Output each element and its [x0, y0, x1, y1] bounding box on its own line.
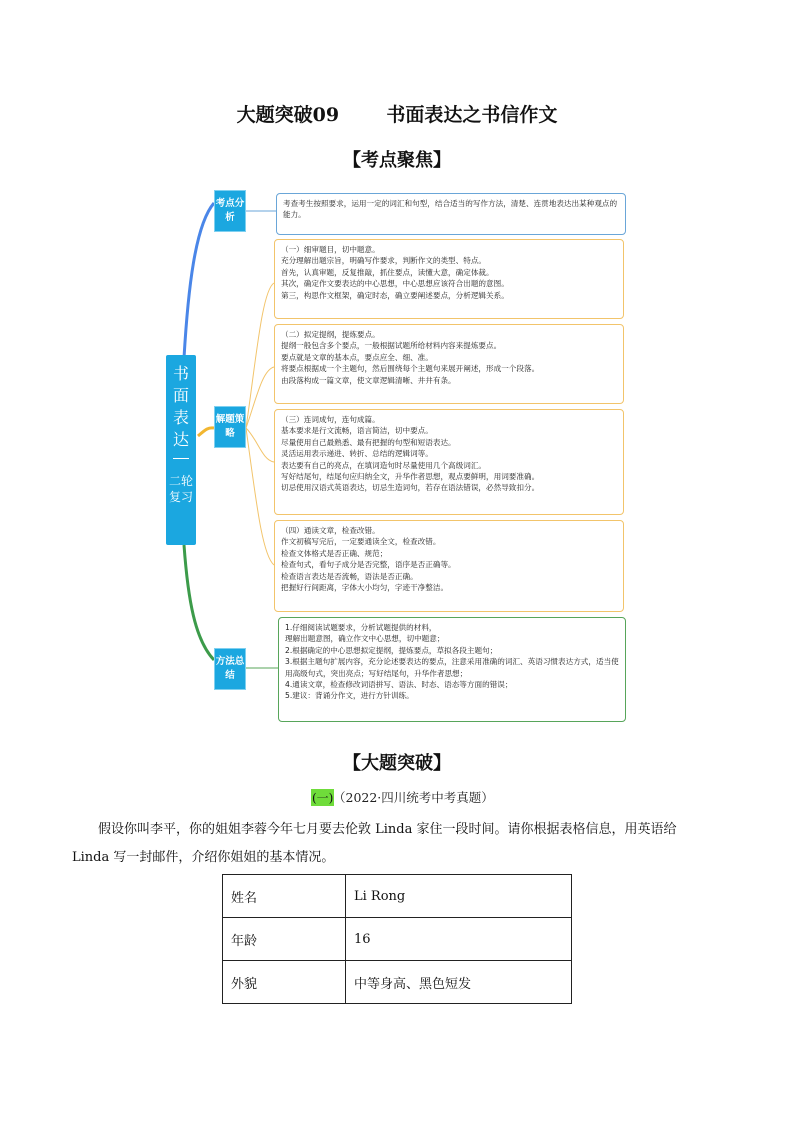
question-source: （2022·四川统考中考真题）	[333, 790, 494, 805]
question-prompt-line2: Linda 写一封邮件，介绍你姐姐的基本情况。	[72, 850, 335, 865]
box-strategy-4: （四）通读文章，检查改错。 作文初稿写完后，一定要通读全文，检查改错。 检查文体格式是否正确、规范； 检查句式，看句子成分是否完整，语序是否正确等。 检查语言表达是否流畅，语法是否正确。 把握好行间距离，字体大小均匀，字迹干净整洁。	[274, 520, 624, 612]
branch-summary-line	[184, 545, 214, 660]
box-strategy-2: （二）拟定提纲，提炼要点。 提纲一般包含多个要点，一般根据试题所给材料内容来提炼要点。 要点就是文章的基本点，要点应全、细、准。 将要点根据成一个主题句，然后围绕每个主题句来展开阐述，形成一个段落。 由段落构成一篇文章，使文章逻辑清晰、井井有条。	[274, 324, 624, 404]
box-summary: 1.仔细阅读试题要求，分析试题提供的材料， 理解出题意图，确立作文中心思想，切中题意； 2.根据确定的中心思想拟定提纲，提炼要点，草拟各段主题句； 3.根据主题句扩展内容，充分论述要表达的要点，注意采用准确的词汇、英语习惯表达方式，适当使用高级句式，突出亮点；写好结尾句，升华作者思想； 4.通读文章，检查修改词语拼写、语法、时态、语态等方面的错误； 5.建议：背诵分作文，进行方针训练。	[278, 617, 626, 722]
title-topic: 书面表达之书信作文	[386, 104, 558, 126]
box-analysis: 考查考生按照要求，运用一定的词汇和句型，结合适当的写作方法，清楚、连贯地表达出某种观点的能力。	[276, 193, 626, 235]
table-row	[223, 918, 572, 961]
row-value-appearance: 中等身高、黑色短发	[346, 961, 572, 1004]
box-strategy-1: （一）细审题目，切中题意。 充分理解出题宗旨，明确写作要求，判断作文的类型、特点。 首先，认真审题，反复推敲，抓住要点，读懂大意，确定体裁。 其次，确定作文要表达的中心思想，中心思想应该符合出题的意图。 第三，构思作文框架，确定时态，确立要阐述要点，分析逻辑关系。	[274, 239, 624, 319]
tag-analysis: 考点分析	[214, 190, 246, 232]
branch-analysis-line	[184, 203, 214, 358]
row-value-name: Li Rong	[346, 875, 572, 918]
row-value-age: 16	[346, 918, 572, 961]
question-prompt-line1: 假设你叫李平，你的姐姐李蓉今年七月要去伦敦 Linda 家住一段时间。请你根据表格信息，用英语给	[98, 822, 677, 837]
row-label-age: 年龄	[223, 918, 346, 961]
question-number: (一)	[312, 791, 334, 805]
central-main-label: 书面表达	[172, 364, 189, 449]
row-label-appearance: 外貌	[223, 961, 346, 1004]
section-heading-break: 【大题突破】	[343, 753, 451, 774]
tag-summary: 方法总结	[214, 648, 246, 690]
section-heading-focus: 【考点聚焦】	[343, 150, 451, 171]
link-strategy-1	[246, 283, 274, 428]
table-row	[223, 961, 572, 1004]
table-row	[223, 875, 572, 918]
central-node	[166, 355, 196, 545]
central-divider	[173, 458, 189, 459]
info-table	[222, 874, 572, 1004]
tag-strategy: 解题策略	[214, 406, 246, 448]
branch-strategy-line	[198, 428, 214, 436]
box-strategy-3: （三）连词成句，连句成篇。 基本要求是行文流畅，语言简洁，切中要点。 尽量使用自己最熟悉、最有把握的句型和短语表达。 灵活运用表示递进、转折、总结的逻辑词等。 表达要有自己的亮点，在填词造句时尽量使用几个高级词汇。 写好结尾句，结尾句应归纳全文，升华作者思想，观点要鲜明，用词要准确。 切忌使用汉语式英语表达，切忌生造词句，若存在语法错误，必然导致扣分。	[274, 409, 624, 515]
row-label-name: 姓名	[223, 875, 346, 918]
title-number: 大题突破09	[236, 104, 340, 126]
central-sub-label: 二轮复习	[168, 474, 193, 504]
